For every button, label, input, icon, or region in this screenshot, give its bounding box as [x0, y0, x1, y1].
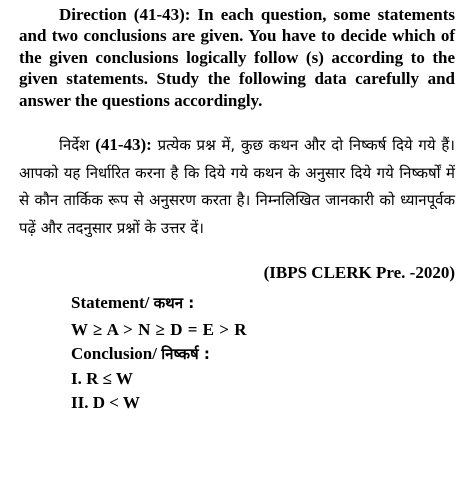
direction-english: Direction (41-43): In each question, some statements and two conclusions are given. You have to decide which of the given conclusions logically follow (s) according to the given statements. Study the following data carefully and answer the questions accordingly. [19, 5, 455, 110]
conclusion-item: I. R ≤ W [71, 369, 133, 388]
direction-hindi-body: प्रत्येक प्रश्न में, कुछ कथन और दो निष्कर्ष दिये गये हैं। आपको यह निर्धारित करना है कि दिये गये कथन के अनुसार दिये गये निष्कर्षों में से कौन तार्किक रूप से अनुसरण करता है। निम्नलिखित जानकारी को ध्यानपूर्वक पढ़ें और तदनुसार प्रश्नों के उत्तर दें। [19, 136, 455, 237]
conclusion-label [71, 343, 210, 365]
conclusion-label-en: Conclusion/ [71, 344, 157, 363]
direction-hindi-prefix: निर्देश [59, 136, 90, 154]
exam-source: (IBPS CLERK Pre. -2020) [263, 263, 455, 282]
statement-label-hi: कथन : [153, 294, 195, 312]
conclusion-label-hi: निष्कर्ष : [161, 345, 210, 363]
statement-label [71, 292, 194, 314]
direction-hindi-code: (41-43): [95, 135, 152, 154]
direction-hindi [19, 131, 455, 242]
statement-expression: W ≥ A > N ≥ D = E > R [71, 320, 247, 339]
statement-label-en: Statement/ [71, 293, 150, 312]
conclusion-item: II. D < W [71, 393, 140, 412]
